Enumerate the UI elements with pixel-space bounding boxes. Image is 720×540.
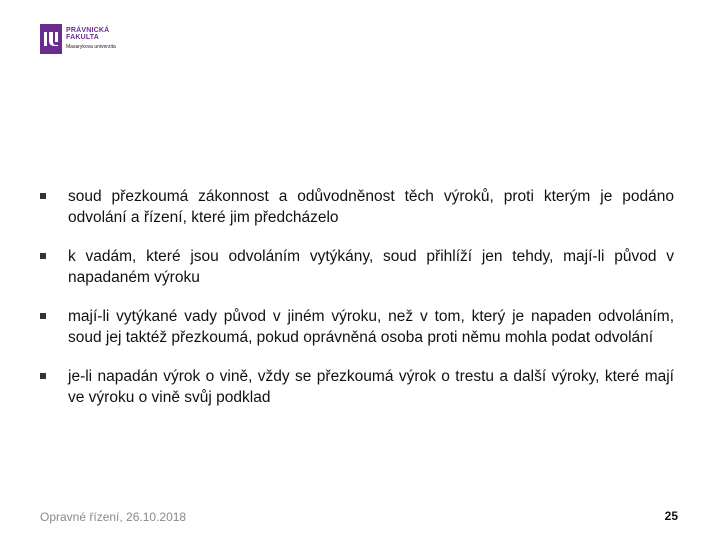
logo-faculty-name: PRÁVNICKÁ [66, 27, 110, 34]
logo-university-name: Masarykova univerzita [66, 43, 116, 50]
footer-title: Opravné řízení, 26.10.2018 [40, 510, 187, 524]
bullet-list [40, 186, 674, 408]
page-number: 25 [664, 509, 678, 523]
logo-faculty-word: FAKULTA [66, 34, 100, 42]
bullet-item [40, 366, 674, 408]
square-bullet-icon [40, 313, 46, 319]
square-bullet-icon [40, 373, 46, 379]
bullet-text: k vadám, které jsou odvoláním vytýkány, soud přihlíží jen tehdy, mají-li původ v napadaném výroku [68, 248, 674, 286]
square-bullet-icon [40, 193, 46, 199]
university-emblem-icon [40, 24, 62, 54]
bullet-item [40, 186, 674, 228]
bullet-text: mají-li vytýkané vady původ v jiném výroku, než v tom, který je napaden odvoláním, soud jej taktéž přezkoumá, pokud oprávněná osoba proti němu mohla podat odvolání [68, 308, 674, 346]
bullet-text: je-li napadán výrok o vině, vždy se přezkoumá výrok o trestu a další výroky, které mají ve výroku o vině svůj podklad [68, 368, 674, 406]
faculty-logo [40, 24, 116, 54]
bullet-item [40, 306, 674, 348]
bullet-text: soud přezkoumá zákonnost a odůvodněnost těch výroků, proti kterým je podáno odvolání a řízení, které jim předcházelo [68, 188, 674, 226]
logo-text [66, 27, 116, 50]
bullet-item [40, 246, 674, 288]
square-bullet-icon [40, 253, 46, 259]
